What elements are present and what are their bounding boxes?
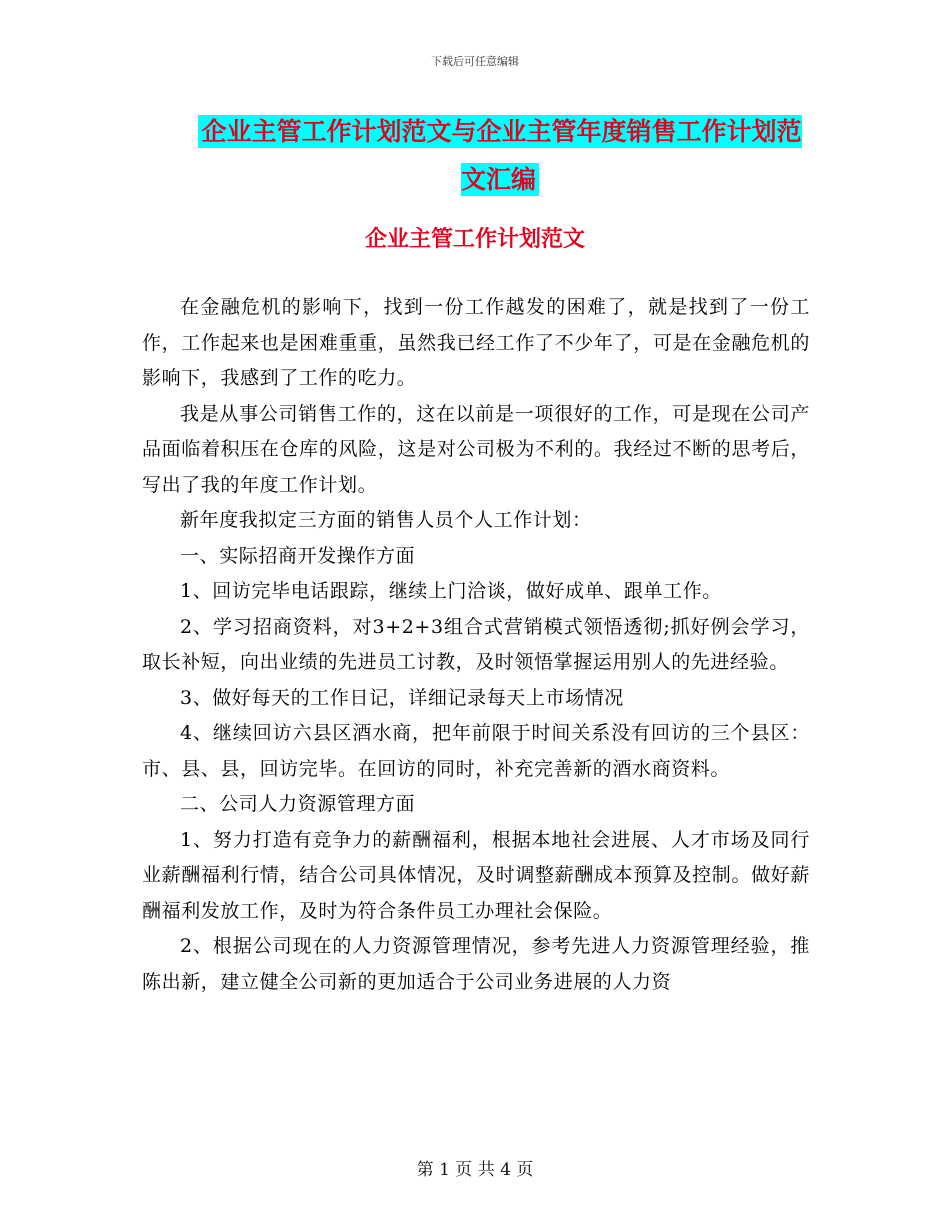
paragraph: 3、做好每天的工作日记，详细记录每天上市场情况 bbox=[180, 686, 624, 709]
paragraph: 2、学习招商资料，对3+2+3组合式营销模式领悟透彻;抓好例会学习，取长补短，向出业绩的先进员工讨教，及时领悟掌握运用别人的先进经验。 bbox=[142, 615, 810, 673]
paragraph: 新年度我拟定三方面的销售人员个人工作计划： bbox=[180, 509, 592, 531]
document-title bbox=[190, 108, 810, 204]
body-text bbox=[142, 290, 810, 1000]
paragraph: 二、公司人力资源管理方面 bbox=[180, 793, 416, 815]
paragraph: 2、根据公司现在的人力资源管理情况，参考先进人力资源管理经验，推陈出新，建立健全公司新的更加适合于公司业务进展的人力资 bbox=[142, 935, 810, 993]
paragraph: 1、努力打造有竞争力的薪酬福利，根据本地社会进展、人才市场及同行业薪酬福利行情，结合公司具体情况，及时调整薪酬成本预算及控制。做好薪酬福利发放工作，及时为符合条件员工办理社会保险。 bbox=[142, 828, 810, 922]
paragraph: 1、回访完毕电话跟踪，继续上门洽谈，做好成单、跟单工作。 bbox=[180, 580, 722, 602]
section-title: 企业主管工作计划范文 bbox=[364, 226, 585, 252]
paragraph: 我是从事公司销售工作的，这在以前是一项很好的工作，可是现在公司产品面临着积压在仓库的风险，这是对公司极为不利的。我经过不断的思考后，写出了我的年度工作计划。 bbox=[142, 402, 810, 496]
paragraph: 一、实际招商开发操作方面 bbox=[180, 544, 416, 567]
document-title-text: 企业主管工作计划范文与企业主管年度销售工作计划范文汇编 bbox=[198, 115, 801, 196]
paragraph: 在金融危机的影响下，找到一份工作越发的困难了，就是找到了一份工作，工作起来也是困难重重，虽然我已经工作了不少年了，可是在金融危机的影响下，我感到了工作的吃力。 bbox=[142, 296, 810, 389]
paragraph: 4、继续回访六县区酒水商，把年前限于时间关系没有回访的三个县区：市、县、县，回访完毕。在回访的同时，补充完善新的酒水商资料。 bbox=[142, 722, 810, 780]
header-note: 下载后可任意编辑 bbox=[431, 55, 519, 68]
page-footer: 第 1 页 共 4 页 bbox=[416, 1160, 534, 1180]
